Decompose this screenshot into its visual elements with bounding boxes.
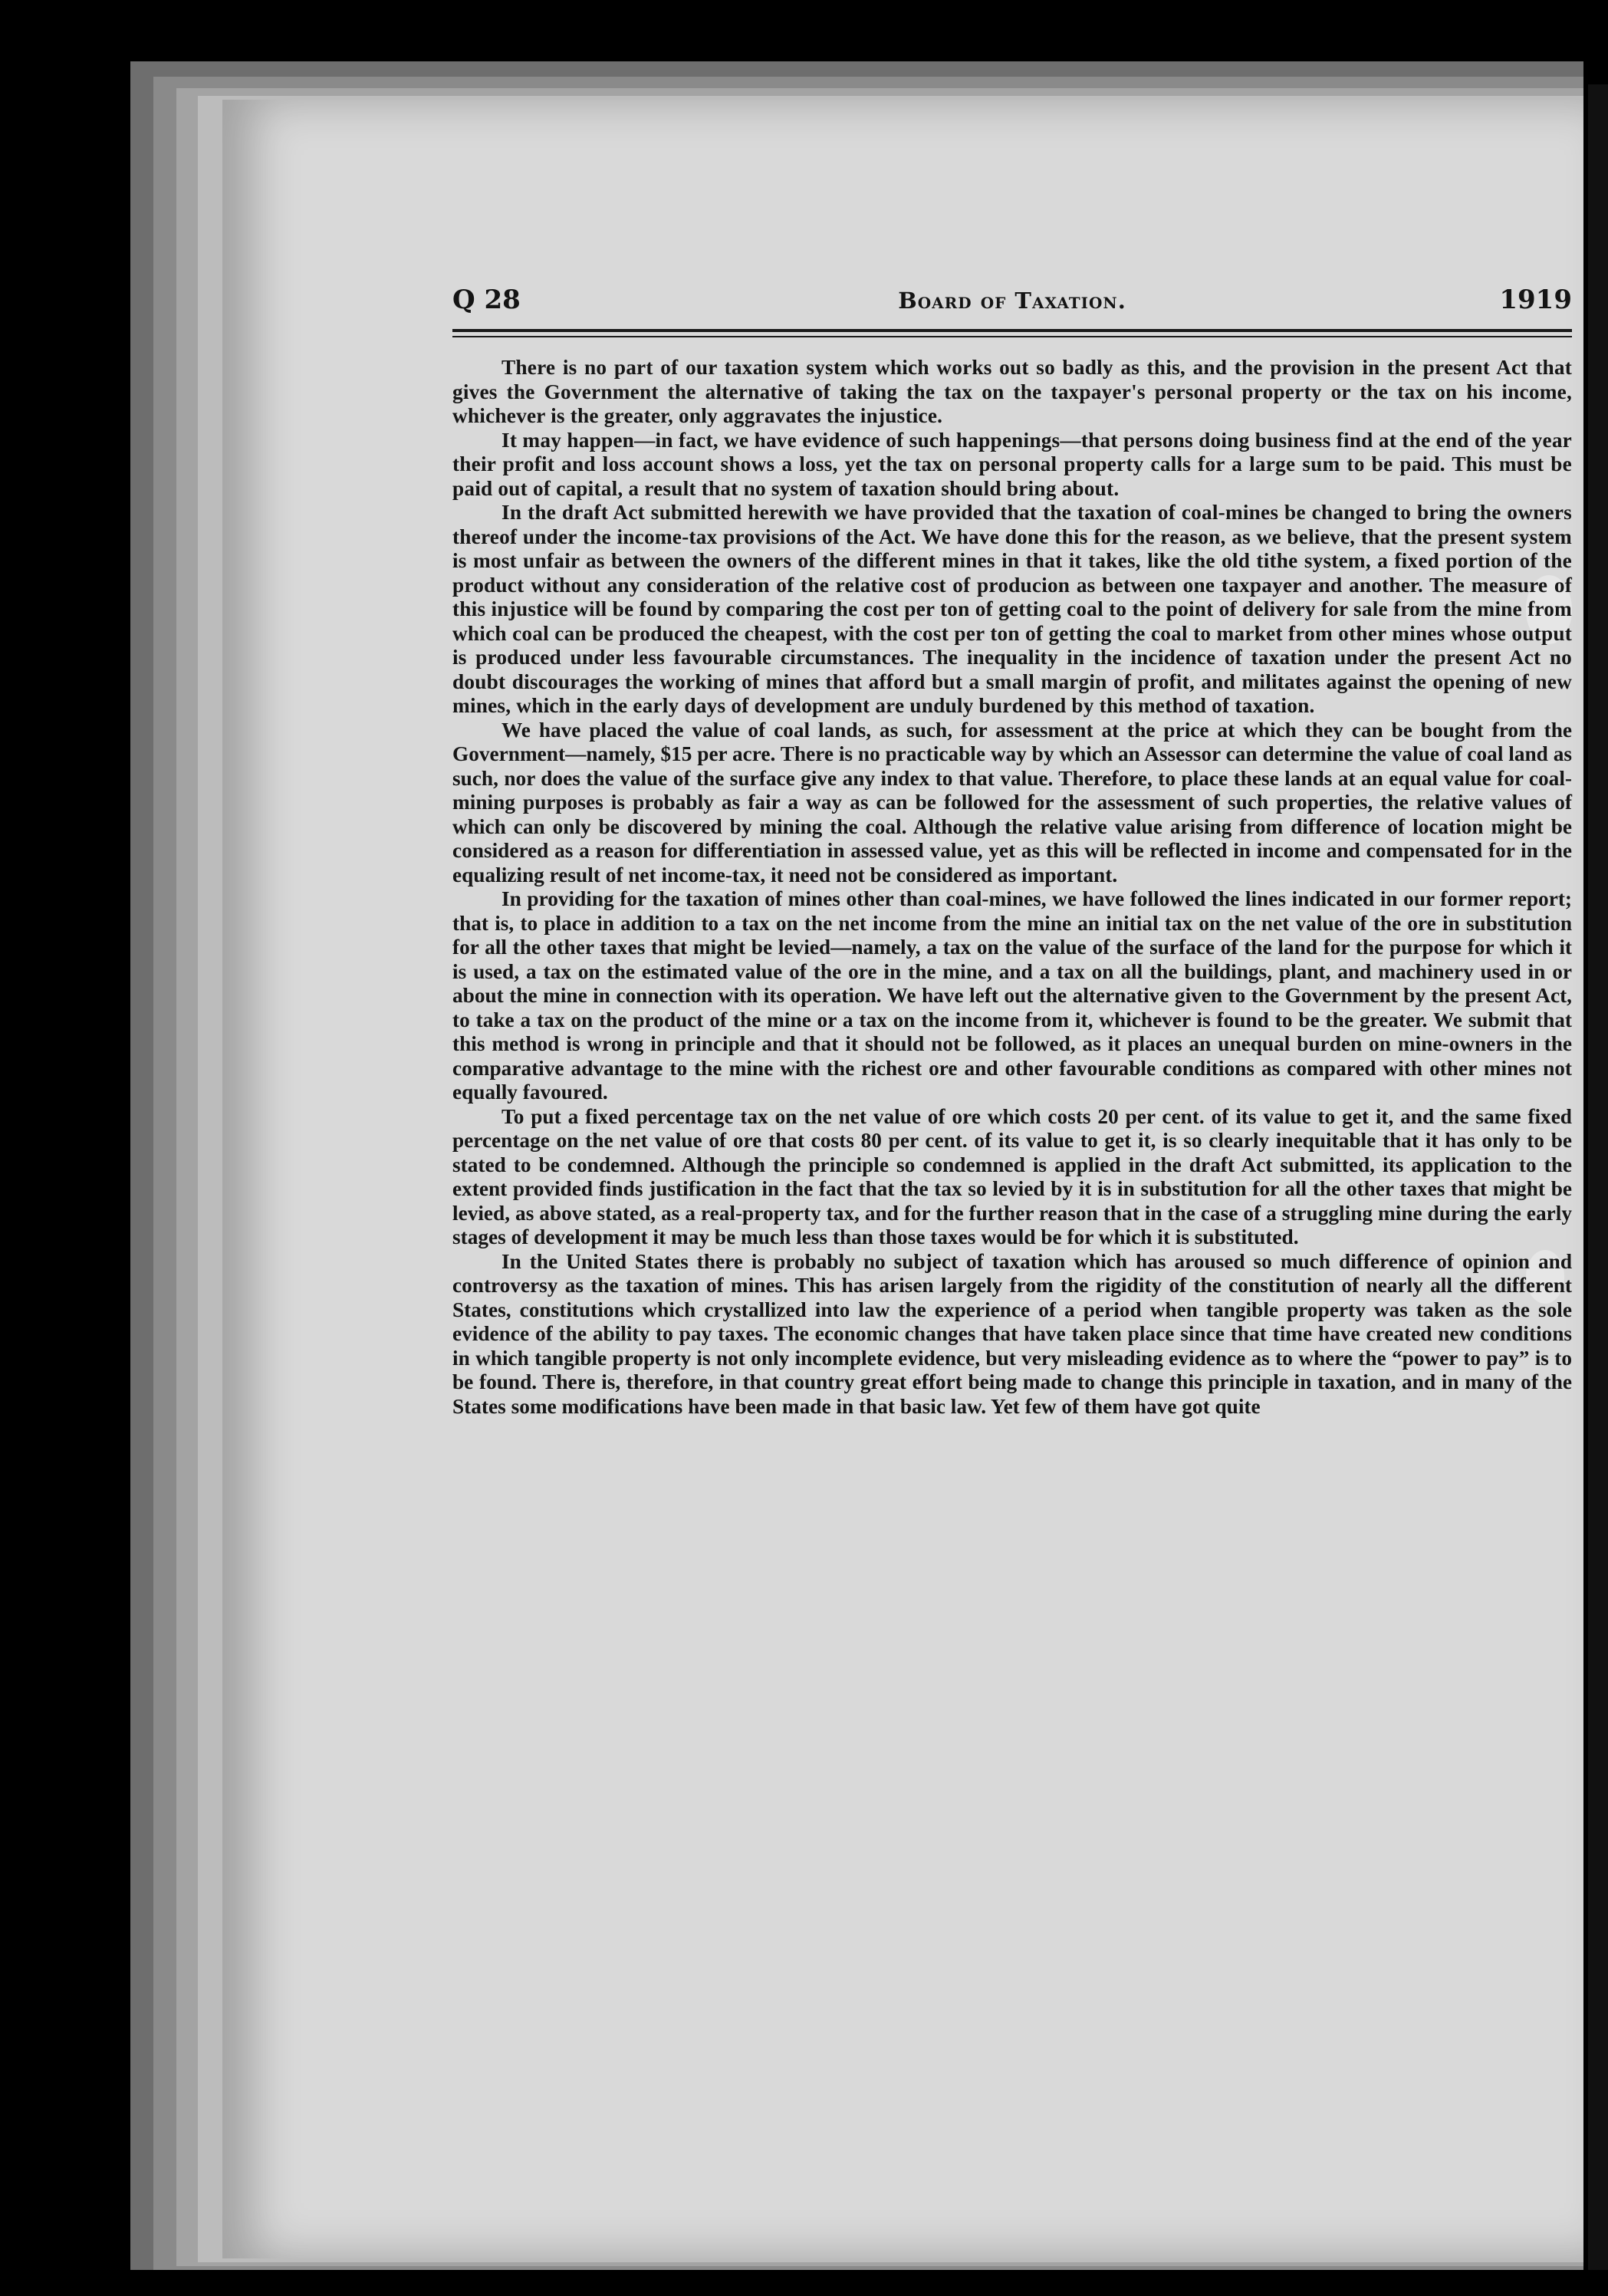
- paragraph: In the United States there is probably no subject of taxation which has aroused so much difference of opinion and controversy as the taxation of mines. This has arisen largely from the rigidity of the constitution of nearly all the different States, constitutions which crystallized into law the experience of a period when tangible property was taken as the sole evidence of the ability to pay taxes. The economic changes that have taken place since that time have created new conditions in which tangible property is not only incomplete evidence, but very misleading evidence as to where the “power to pay” is to be found. There is, therefore, in that country great effort being made to change this principle in taxation, and in many of the States some modifications have been made in that basic law. Yet few of them have got quite: [452, 1249, 1572, 1418]
- paragraph: We have placed the value of coal lands, as such, for assessment at the price at which they can be bought from the Government—namely, $15 per acre. There is no practicable way by which an Assessor can determine the value of coal land as such, nor does the value of the surface give any index to that value. Therefore, to place these lands at an equal value for coal-mining purposes is probably as fair a way as can be followed for the assessment of such properties, the relative values of which can only be discovered by mining the coal. Although the relative value arising from difference of location might be considered as a reason for differentiation in assessed value, yet as this will be reflected in income and compensated for in the equalizing result of net income-tax, it need not be considered as important.: [452, 718, 1572, 886]
- page-number: Q 28: [452, 285, 521, 315]
- header-rule-thick: [452, 329, 1572, 332]
- header-rule-thin: [452, 336, 1572, 337]
- paragraph: There is no part of our taxation system which works out so badly as this, and the provision in the present Act that gives the Government the alternative of taking the tax on the taxpayer's personal property or the tax on his income, whichever is the greater, only aggravates the injustice.: [452, 356, 1572, 427]
- page-header: [452, 280, 1572, 323]
- paragraph: It may happen—in fact, we have evidence of such happenings—that persons doing business find at the end of the year their profit and loss account shows a loss, yet the tax on personal property calls for a large sum to be paid. This must be paid out of capital, a result that no system of taxation should bring about.: [452, 428, 1572, 500]
- page-content: [452, 280, 1572, 1419]
- running-title: Board of Taxation.: [898, 288, 1126, 314]
- paragraph: In the draft Act submitted herewith we have provided that the taxation of coal-mines be changed to bring the owners thereof under the income-tax provisions of the Act. We have done this for the reason, as we believe, that the present system is most unfair as between the owners of the different mines in that it takes, like the old tithe system, a fixed portion of the product without any consideration of the relative cost of producion as between one taxpayer and another. The measure of this injustice will be found by comparing the cost per ton of getting coal to the point of delivery for sale from the mine from which coal can be produced the cheapest, with the cost per ton of getting the coal to market from other mines whose output is produced under less favourable circumstances. The inequality in the incidence of taxation under the present Act no doubt discourages the working of mines that afford but a small margin of profit, and militates against the opening of new mines, which in the early days of development are unduly burdened by this method of taxation.: [452, 501, 1572, 717]
- page-year: 1919: [1499, 285, 1572, 315]
- scan-border: [1588, 84, 1608, 2270]
- body-text: [452, 356, 1572, 1419]
- paragraph: In providing for the taxation of mines other than coal-mines, we have followed the lines indicated in our former report; that is, to place in addition to a tax on the net income from the mine an initial tax on the net value of the ore in substitution for all the other taxes that might be levied—namely, a tax on the value of the surface of the land for the purpose for which it is used, a tax on the estimated value of the ore in the mine, and a tax on all the buildings, plant, and machinery used in or about the mine in connection with its operation. We have left out the alternative given to the Government by the present Act, to take a tax on the product of the mine or a tax on the income from it, whichever is found to be the greater. We submit that this method is wrong in principle and that it should not be followed, as it places an unequal burden on mine-owners in the comparative advantage to the mine with the richest ore and other favourable conditions as compared with other mines not equally favoured.: [452, 887, 1572, 1104]
- paragraph: To put a fixed percentage tax on the net value of ore which costs 20 per cent. of its value to get it, and the same fixed percentage on the net value of ore that costs 80 per cent. of its value to get it, is so clearly inequitable that it has only to be stated to be condemned. Although the principle so condemned is applied in the draft Act submitted, its application to the extent provided finds justification in the fact that the tax so levied by it is in substitution for all the other taxes that might be levied, as above stated, as a real-property tax, and for the further reason that in the case of a struggling mine during the early stages of development it may be much less than those taxes would be for which it is substituted.: [452, 1104, 1572, 1248]
